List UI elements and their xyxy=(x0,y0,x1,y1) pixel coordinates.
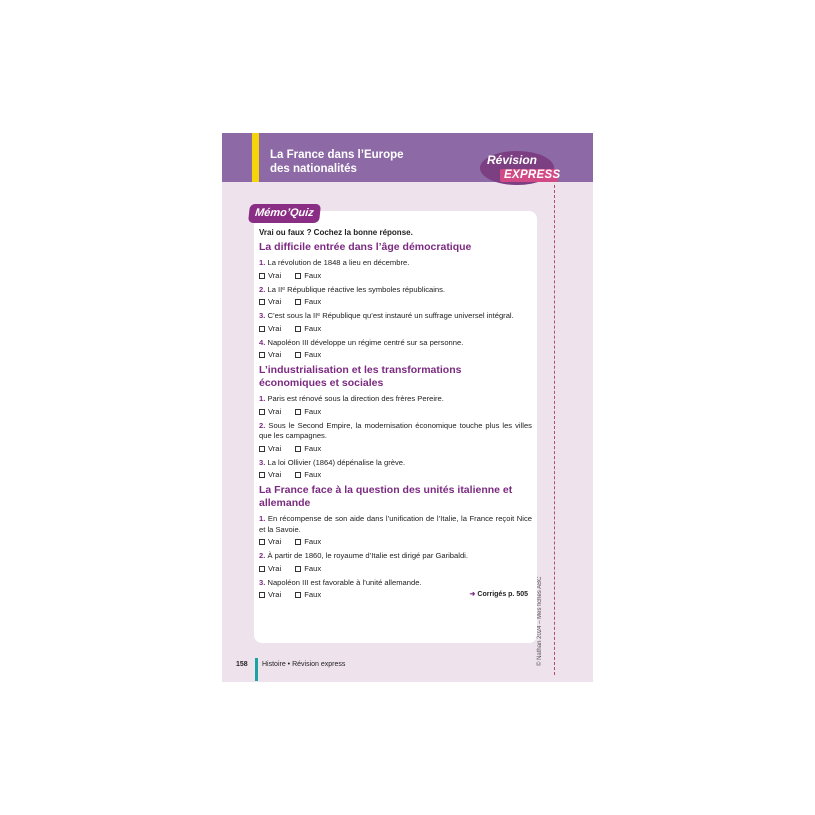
question-number: 4. xyxy=(259,337,266,347)
checkbox[interactable] xyxy=(295,472,301,478)
memo-quiz-label: Mémo’Quiz xyxy=(248,204,321,223)
option-label: Faux xyxy=(304,590,322,599)
option-label: Vrai xyxy=(268,270,282,280)
option-faux[interactable] xyxy=(295,564,321,574)
question-number: 3. xyxy=(259,457,266,467)
arrow-right-icon: ➜ xyxy=(469,591,476,598)
cut-line xyxy=(554,185,555,675)
option-faux[interactable] xyxy=(295,537,321,547)
checkbox[interactable] xyxy=(295,409,301,415)
chapter-title-line2: des nationalités xyxy=(270,163,357,175)
option-faux[interactable] xyxy=(295,297,321,307)
answer-options xyxy=(259,590,532,601)
header-accent-bar xyxy=(252,133,259,182)
option-label: Faux xyxy=(304,297,322,306)
option-faux[interactable] xyxy=(295,470,321,480)
quiz-content xyxy=(259,227,532,604)
option-vrai[interactable] xyxy=(259,407,281,417)
option-label: Vrai xyxy=(268,563,282,573)
checkbox[interactable] xyxy=(295,566,301,572)
option-vrai[interactable] xyxy=(259,324,281,334)
question xyxy=(259,338,532,349)
question-text: Paris est rénové sous la direction des frères Pereire. xyxy=(267,394,444,403)
option-label: Vrai xyxy=(268,470,282,479)
answers-link-label: Corrigés p. 505 xyxy=(477,591,528,598)
question-text: C’est sous la IIᵉ République qu’est instauré un suffrage universel intégral. xyxy=(267,311,514,320)
question xyxy=(259,551,532,562)
question-text: La révolution de 1848 a lieu en décembre. xyxy=(267,258,410,267)
section-title: La France face à la question des unités italienne et allemande xyxy=(259,484,513,509)
question-text: Napoléon III développe un régime centré sur sa personne. xyxy=(267,337,464,347)
question-text: La IIᵉ République réactive les symboles républicains. xyxy=(267,284,446,294)
checkbox[interactable] xyxy=(259,566,265,572)
question xyxy=(259,421,532,442)
question-text: En récompense de son aide dans l’unification de l’Italie, la France reçoit Nice et la Savoie. xyxy=(259,514,532,534)
option-faux[interactable] xyxy=(295,350,321,360)
chapter-title-line1: La France dans l’Europe xyxy=(270,149,404,161)
option-vrai[interactable] xyxy=(259,470,281,480)
option-faux[interactable] xyxy=(295,407,321,417)
question-text: À partir de 1860, le royaume d’Italie est dirigé par Garibaldi. xyxy=(267,551,468,560)
question-number: 2. xyxy=(259,551,266,560)
question-number: 3. xyxy=(259,577,266,587)
question xyxy=(259,258,532,269)
badge-word-revision: Révision xyxy=(487,153,538,167)
option-vrai[interactable] xyxy=(259,590,281,600)
question-number: 2. xyxy=(259,420,266,430)
question-number: 1. xyxy=(259,258,266,267)
option-label: Vrai xyxy=(268,297,282,306)
question xyxy=(259,514,532,535)
badge-word-express: EXPRESS xyxy=(504,169,561,181)
quiz-instruction: Vrai ou faux ? Cochez la bonne réponse. xyxy=(259,228,413,237)
option-label: Faux xyxy=(304,350,322,359)
answer-options xyxy=(259,444,532,455)
section-title: L’industrialisation et les transformations économiques et sociales xyxy=(259,364,462,389)
option-vrai[interactable] xyxy=(259,297,281,307)
page-number: 158 xyxy=(236,661,248,668)
checkbox[interactable] xyxy=(259,409,265,415)
question-number: 3. xyxy=(259,311,266,320)
checkbox[interactable] xyxy=(295,352,301,358)
option-label: Faux xyxy=(304,537,322,546)
chapter-title xyxy=(270,148,440,176)
checkbox[interactable] xyxy=(259,326,265,332)
option-label: Faux xyxy=(304,406,322,416)
question xyxy=(259,394,532,405)
question xyxy=(259,578,532,589)
option-label: Vrai xyxy=(268,537,282,546)
answers-link[interactable] xyxy=(470,590,528,600)
answer-options xyxy=(259,271,532,282)
checkbox[interactable] xyxy=(259,592,265,598)
answer-options xyxy=(259,407,532,418)
footer-accent-bar xyxy=(255,658,258,681)
question-text: Napoléon III est favorable à l’unité allemande. xyxy=(267,577,422,587)
option-vrai[interactable] xyxy=(259,537,281,547)
option-vrai[interactable] xyxy=(259,444,281,454)
option-faux[interactable] xyxy=(295,324,321,334)
option-vrai[interactable] xyxy=(259,564,281,574)
option-label: Faux xyxy=(304,443,322,453)
answer-options xyxy=(259,470,532,481)
copyright-credit: © Nathan 2024 – Mes fiches ABC xyxy=(537,576,543,666)
option-vrai[interactable] xyxy=(259,271,281,281)
question xyxy=(259,285,532,296)
option-faux[interactable] xyxy=(295,590,321,600)
question-text: Sous le Second Empire, la modernisation économique touche plus les villes que les campagnes. xyxy=(259,420,532,440)
answer-options xyxy=(259,297,532,308)
section-title: La difficile entrée dans l’âge démocratique xyxy=(259,241,472,253)
checkbox[interactable] xyxy=(259,299,265,305)
checkbox[interactable] xyxy=(295,273,301,279)
answer-options xyxy=(259,350,532,361)
revision-express-badge xyxy=(480,148,560,188)
option-vrai[interactable] xyxy=(259,350,281,360)
footer-label: Histoire • Révision express xyxy=(262,661,346,668)
question xyxy=(259,311,532,322)
option-label: Vrai xyxy=(268,443,282,453)
option-label: Vrai xyxy=(268,350,282,359)
question-text: La loi Ollivier (1864) dépénalise la grève. xyxy=(267,457,406,467)
checkbox[interactable] xyxy=(259,446,265,452)
option-label: Vrai xyxy=(268,590,282,599)
option-label: Faux xyxy=(304,470,322,479)
checkbox[interactable] xyxy=(295,592,301,598)
checkbox[interactable] xyxy=(295,299,301,305)
checkbox[interactable] xyxy=(295,326,301,332)
checkbox[interactable] xyxy=(259,539,265,545)
checkbox[interactable] xyxy=(259,352,265,358)
checkbox[interactable] xyxy=(259,273,265,279)
checkbox[interactable] xyxy=(295,446,301,452)
option-faux[interactable] xyxy=(295,444,321,454)
answer-options xyxy=(259,537,532,548)
answer-options xyxy=(259,324,532,335)
book-page xyxy=(222,133,593,682)
question-number: 2. xyxy=(259,284,266,294)
option-label: Faux xyxy=(304,270,322,280)
question-number: 1. xyxy=(259,514,266,523)
option-label: Faux xyxy=(304,323,322,333)
option-faux[interactable] xyxy=(295,271,321,281)
checkbox[interactable] xyxy=(259,472,265,478)
option-label: Vrai xyxy=(268,323,282,333)
option-label: Faux xyxy=(304,563,322,573)
question-number: 1. xyxy=(259,394,266,403)
question xyxy=(259,458,532,469)
checkbox[interactable] xyxy=(295,539,301,545)
answer-options xyxy=(259,564,532,575)
option-label: Vrai xyxy=(268,406,282,416)
